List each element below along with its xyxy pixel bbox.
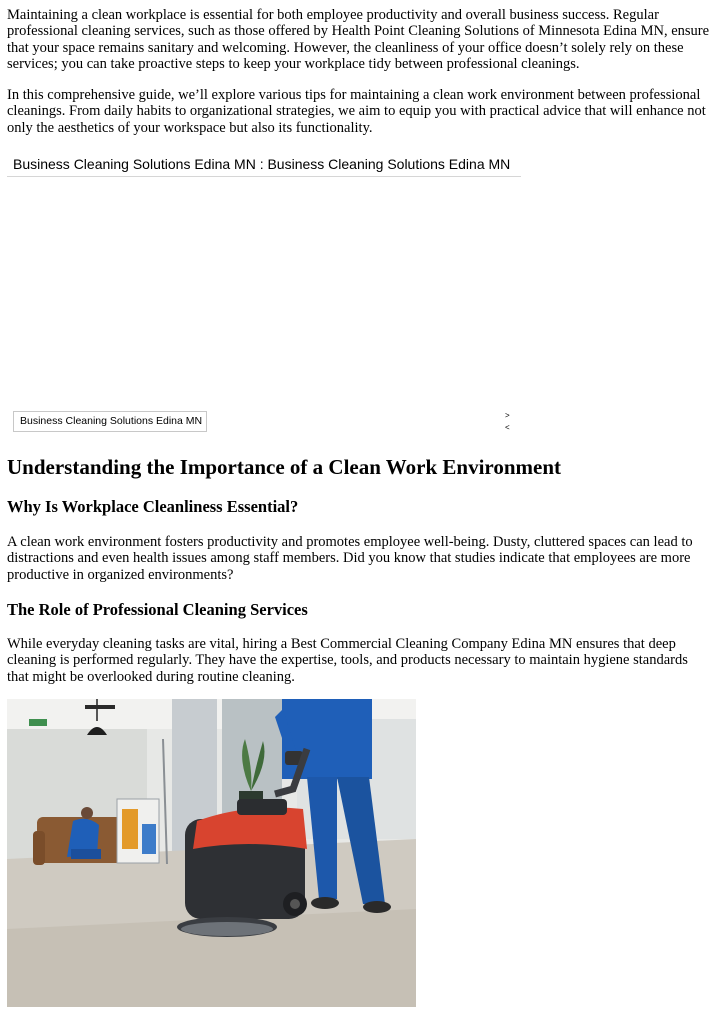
- cleaning-photo: [7, 699, 416, 1007]
- main-heading: Understanding the Importance of a Clean Work Environment: [7, 455, 562, 479]
- intro-paragraph-2: In this comprehensive guide, we’ll explore various tips for maintaining a clean work environment between professional cleanings. From daily habits to organizational strategies, we aim to equip you with practical advice that will enhance not only the aesthetics of your workspace but also its functionality.: [7, 87, 706, 136]
- prev-arrow-icon[interactable]: <: [505, 423, 510, 432]
- embed-title[interactable]: Business Cleaning Solutions Edina MN : Business Cleaning Solutions Edina MN: [7, 156, 521, 177]
- section-paragraph-why: A clean work environment fosters productivity and promotes employee well-being. Dusty, cluttered spaces can lead to distractions and even health issues among staff members. Did you know that studies indicate that employees are more productive in organized environments?: [7, 534, 693, 583]
- next-arrow-icon[interactable]: >: [505, 411, 510, 420]
- section-heading-role: The Role of Professional Cleaning Services: [7, 600, 308, 619]
- embed-link-chip[interactable]: Business Cleaning Solutions Edina MN: [13, 411, 207, 432]
- section-heading-why: Why Is Workplace Cleanliness Essential?: [7, 497, 299, 516]
- intro-paragraph: Maintaining a clean workplace is essential for both employee productivity and overall business success. Regular professional cleaning services, such as those offered by Health Point Cleaning Solutions of Minnesota Edina MN, ensure that your space remains sanitary and welcoming. However, the cleanliness of your office doesn’t solely rely on these services; you can take proactive steps to keep your workplace tidy between professional cleanings.: [7, 7, 710, 73]
- embed-frame: [7, 178, 515, 410]
- section-paragraph-role: While everyday cleaning tasks are vital, hiring a Best Commercial Cleaning Company Edina MN ensures that deep cleaning is performed regularly. They have the expertise, tools, and products necessary to maintain hygiene standards that might be overlooked during routine cleaning.: [7, 636, 688, 685]
